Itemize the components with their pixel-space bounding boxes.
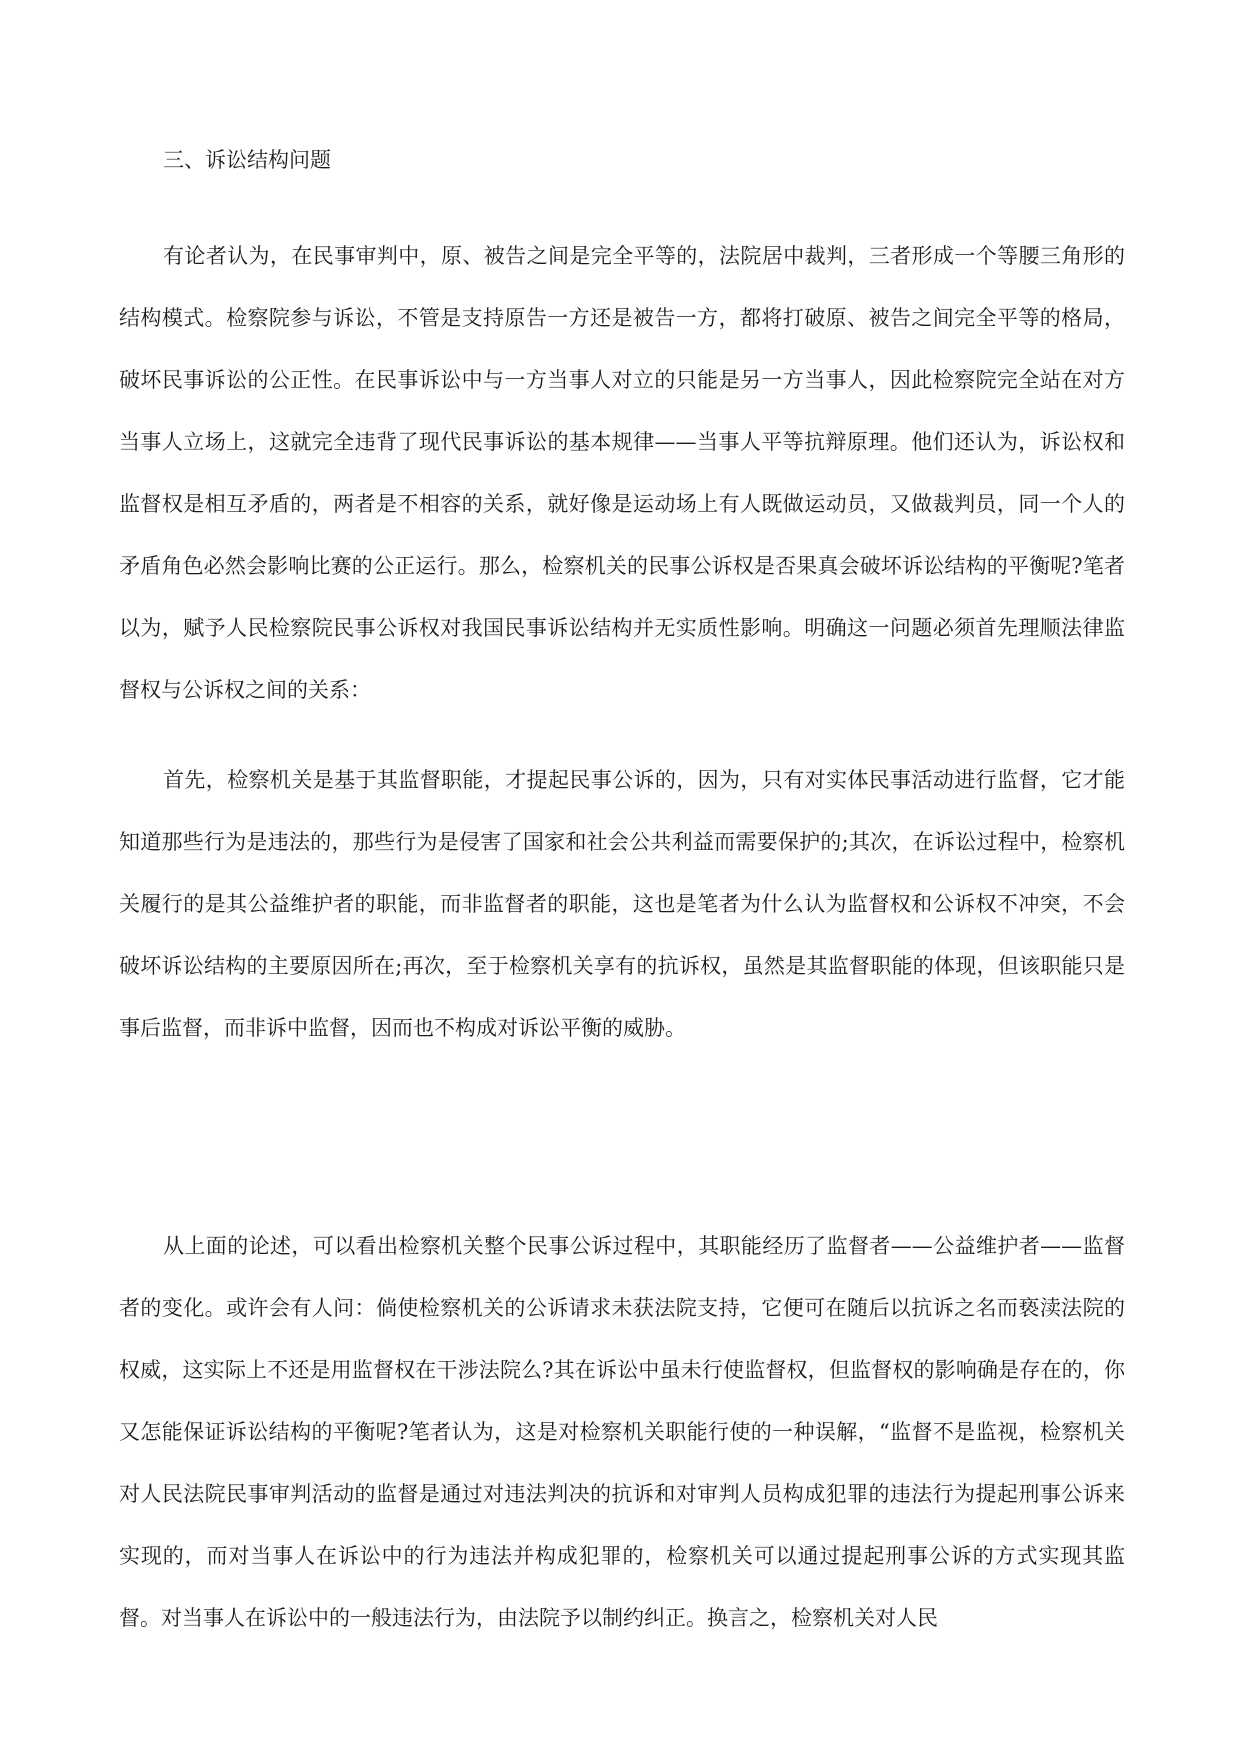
- section-heading: 三、诉讼结构问题: [163, 148, 331, 172]
- paragraph-supervisor-role-change: 从上面的论述，可以看出检察机关整个民事公诉过程中，其职能经历了监督者——公益维护者——监督者的变化。或许会有人问：倘使检察机关的公诉请求未获法院支持，它便可在随后以抗诉之名而亵渎法院的权威，这实际上不还是用监督权在干涉法院么?其在诉讼中虽未行使监督权，但监督权的影响确是存在的，你又怎能保证诉讼结构的平衡呢?笔者认为，这是对检察机关职能行使的一种误解，“监督不是监视，检察机关对人民法院民事审判活动的监督是通过对违法判决的抗诉和对审判人员构成犯罪的违法行为提起刑事公诉来实现的，而对当事人在诉讼中的行为违法并构成犯罪的，检察机关可以通过提起刑事公诉的方式实现其监督。对当事人在诉讼中的一般违法行为，由法院予以制约纠正。换言之，检察机关对人民: [119, 1234, 1125, 1630]
- paragraph-procuratorate-functions: 首先，检察机关是基于其监督职能，才提起民事公诉的，因为，只有对实体民事活动进行监督，它才能知道那些行为是违法的，那些行为是侵害了国家和社会公共利益而需要保护的;其次，在诉讼过程中，检察机关履行的是其公益维护者的职能，而非监督者的职能，这也是笔者为什么认为监督权和公诉权不冲突，不会破坏诉讼结构的主要原因所在;再次，至于检察机关享有的抗诉权，虽然是其监督职能的体现，但该职能只是事后监督，而非诉中监督，因而也不构成对诉讼平衡的威胁。: [119, 768, 1125, 1040]
- paragraph-litigation-structure-argument: 有论者认为，在民事审判中，原、被告之间是完全平等的，法院居中裁判，三者形成一个等腰三角形的结构模式。检察院参与诉讼，不管是支持原告一方还是被告一方，都将打破原、被告之间完全平等的格局，破坏民事诉讼的公正性。在民事诉讼中与一方当事人对立的只能是另一方当事人，因此检察院完全站在对方当事人立场上，这就完全违背了现代民事诉讼的基本规律——当事人平等抗辩原理。他们还认为，诉讼权和监督权是相互矛盾的，两者是不相容的关系，就好像是运动场上有人既做运动员，又做裁判员，同一个人的矛盾角色必然会影响比赛的公正运行。那么，检察机关的民事公诉权是否果真会破坏诉讼结构的平衡呢?笔者以为，赋予人民检察院民事公诉权对我国民事诉讼结构并无实质性影响。明确这一问题必须首先理顺法律监督权与公诉权之间的关系：: [119, 244, 1125, 702]
